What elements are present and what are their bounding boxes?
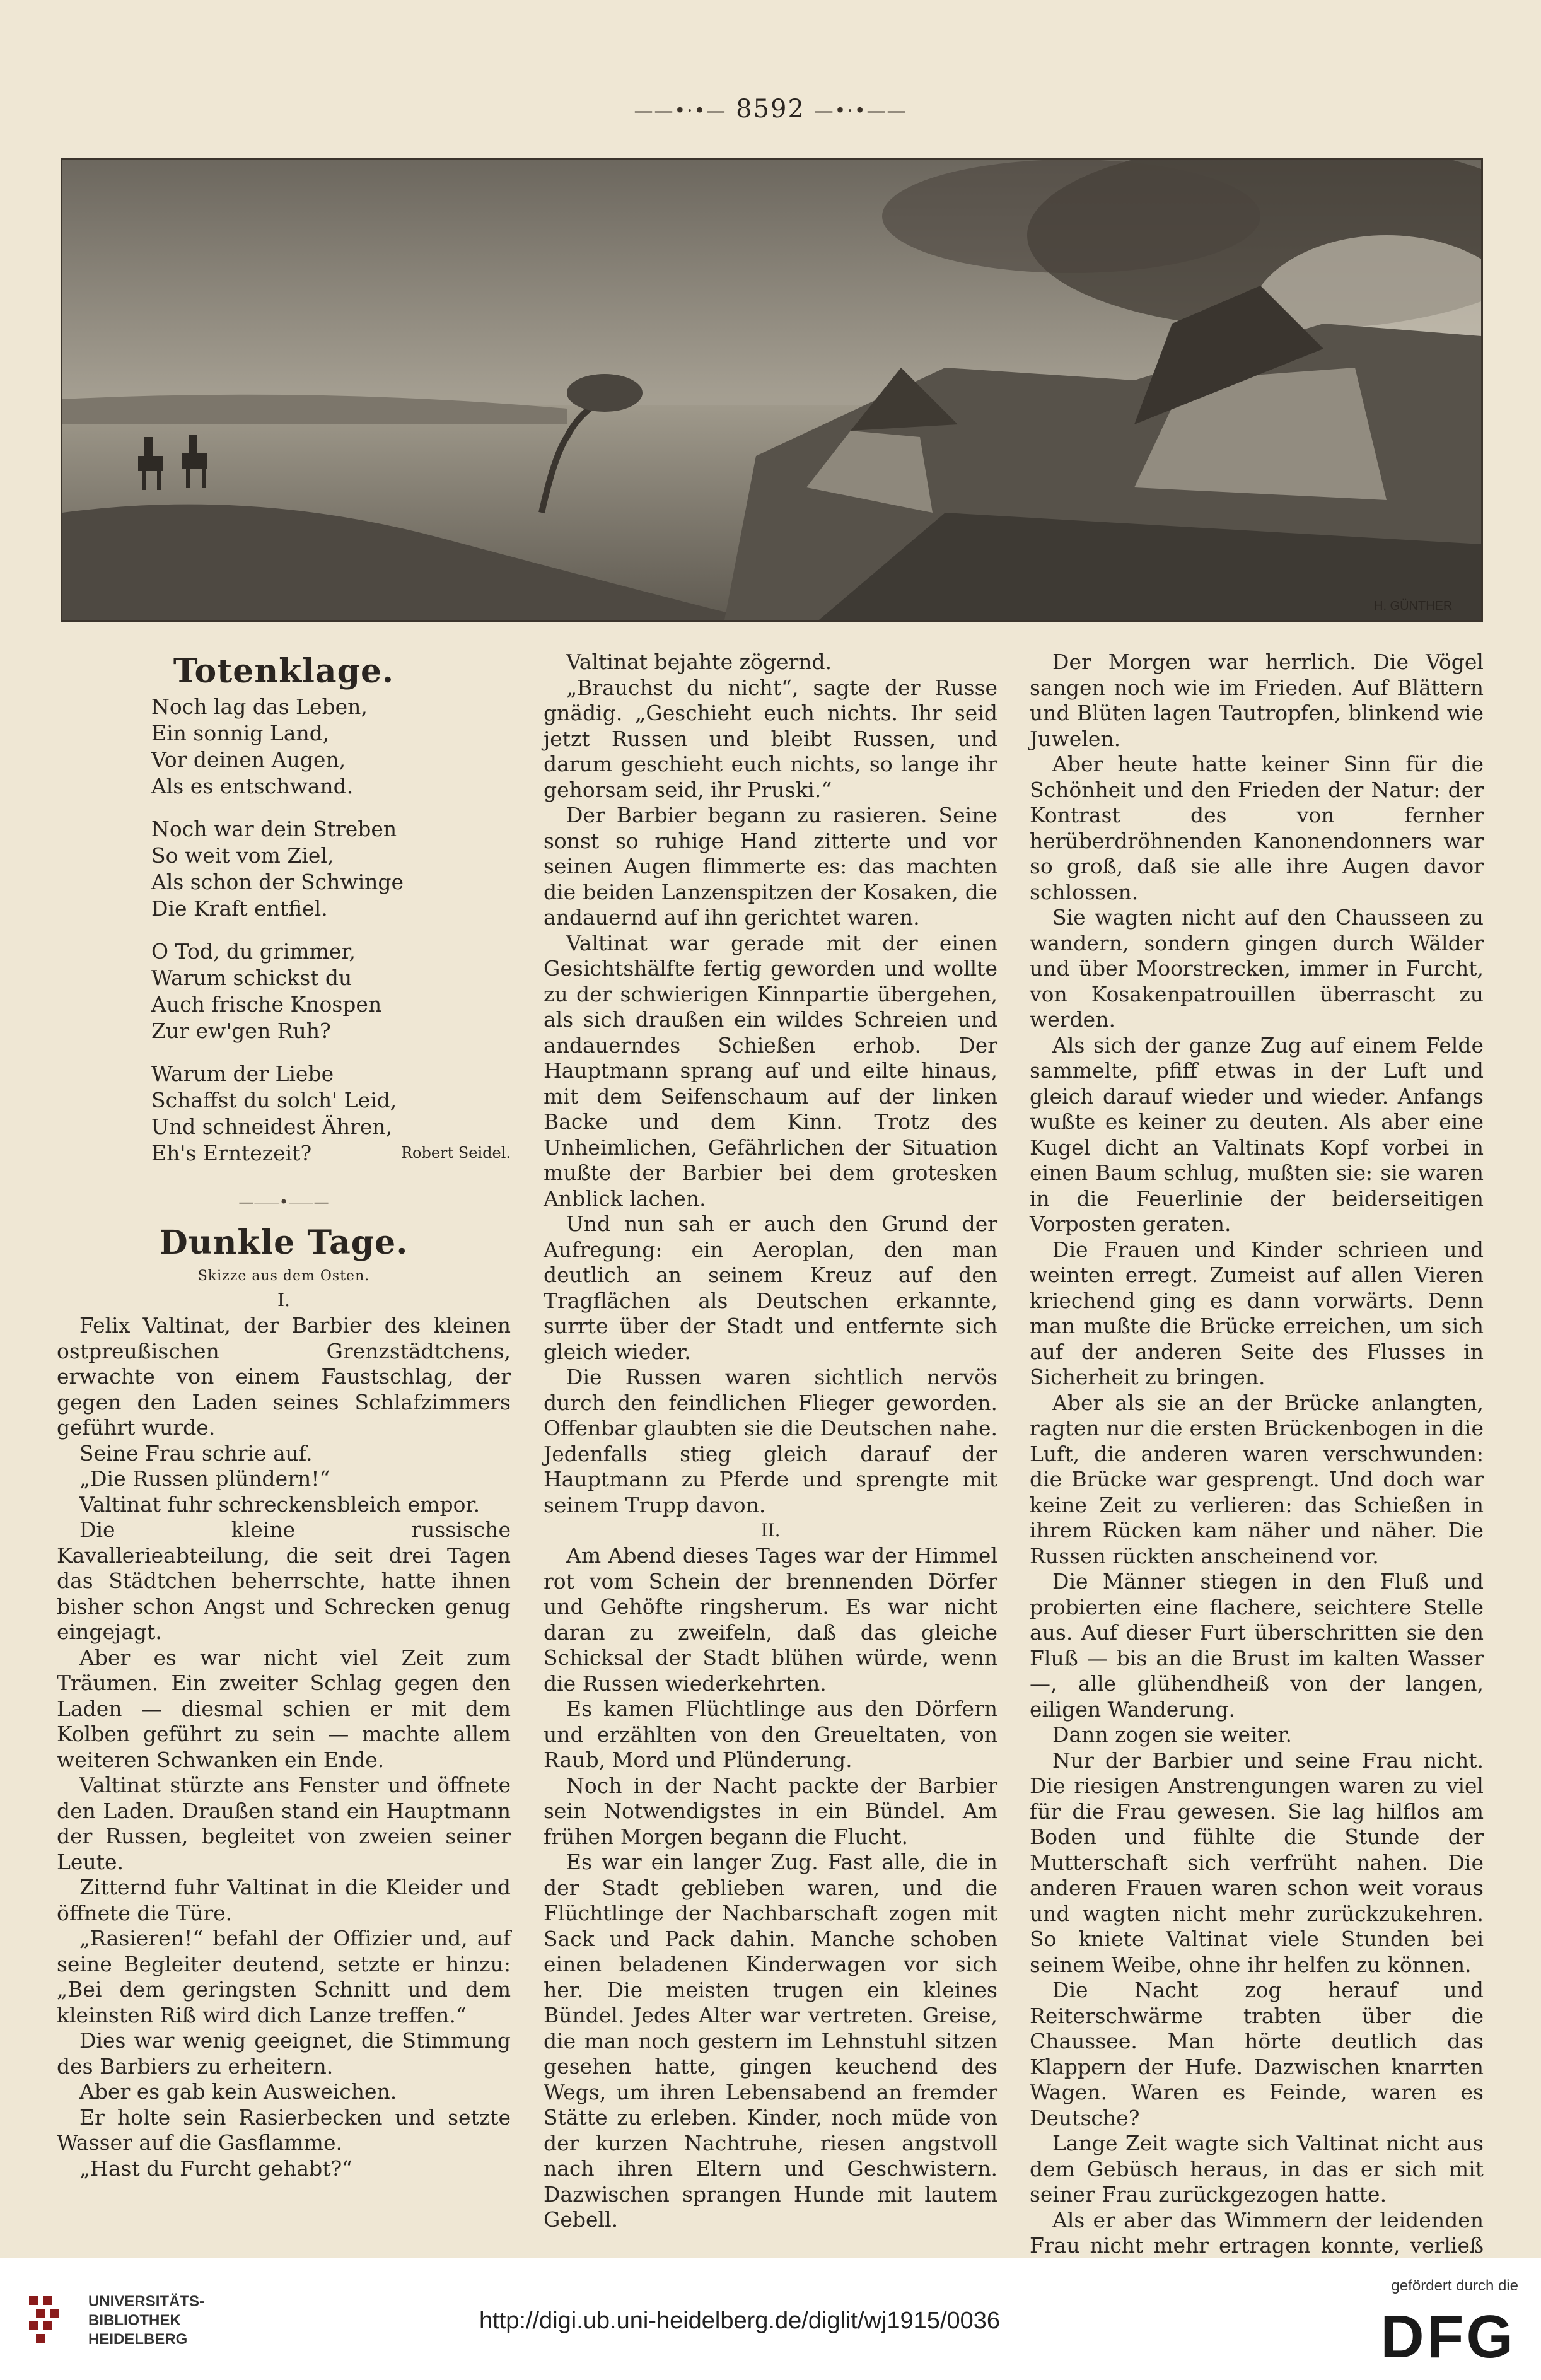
- story-paragraph: Felix Valtinat, der Barbier des kleinen ostpreußischen Grenzstädtchens, erwachte von einem Faustschlag, der gegen den Laden seines Schlafzimmers geführt wurde.: [57, 1313, 511, 1440]
- story-paragraph: Valtinat stürzte ans Fenster und öffnete den Laden. Draußen stand ein Hauptmann der Russen, begleitet von zweien seiner Leute.: [57, 1773, 511, 1874]
- story-paragraph: Valtinat war gerade mit der einen Gesichtshälfte fertig geworden und wollte zu der schwierigen Kinnpartie übergehen, als sich draußen ein wildes Schreien und andauerndes Schießen erhob. Der Hauptmann sprang auf und eilte hinaus, mit dem Seifenschaum auf der linken Backe und dem Kinn. Trotz des Unheimlichen, Gefährlichen der Situation mußte der Barbier bei dem grotesken Anblick lachen.: [544, 930, 997, 1211]
- university-library-logo-icon: [25, 2291, 82, 2348]
- poem-stanza: [151, 938, 511, 1044]
- story-paragraph: Als er aber das Wimmern der leidenden Frau nicht mehr ertragen konnte, verließ: [1030, 2207, 1484, 2258]
- story-paragraph: Und nun sah er auch den Grund der Aufregung: ein Aeroplan, den man deutlich an seinem Kreuz auf den Tragflächen als Deutschen erkannte, surrte über der Stadt und entfernte sich gleich wieder.: [544, 1211, 997, 1364]
- poem-stanza: [151, 816, 511, 922]
- story-paragraph: Seine Frau schrie auf.: [79, 1440, 313, 1466]
- poem-stanza: [151, 694, 511, 800]
- column-left: [57, 650, 511, 2181]
- story-paragraph: Aber es gab kein Ausweichen.: [79, 2079, 397, 2104]
- story-paragraph: Lange Zeit wagte sich Valtinat nicht aus dem Gebüsch heraus, in das er sich mit seiner Frau zurückgezogen hatte.: [1030, 2131, 1484, 2207]
- poem-line: Zur ew'gen Ruh?: [151, 1018, 331, 1043]
- poem-line: Als schon der Schwinge: [151, 870, 404, 894]
- illustration-burning-village: [61, 158, 1483, 622]
- story-paragraph: Der Morgen war herrlich. Die Vögel sangen noch wie im Frieden. Auf Blättern und Blüten lagen Tautropfen, blinkend wie Juwelen.: [1030, 650, 1484, 751]
- illustration-signature: H. GÜNTHER: [1374, 599, 1453, 613]
- story-part-numeral: I.: [277, 1290, 290, 1310]
- story-paragraph: Dies war wenig geeignet, die Stimmung des Barbiers zu erheitern.: [57, 2028, 511, 2079]
- poem-line: So weit vom Ziel,: [151, 843, 334, 868]
- story-paragraph: „Die Russen plündern!“: [79, 1466, 330, 1491]
- poem-line: Warum der Liebe: [151, 1061, 334, 1086]
- story-paragraph: Aber heute hatte keiner Sinn für die Schönheit und den Frieden der Natur: der Kontrast des von fernher herüberdröhnenden Kanonendonners war so groß, daß sie alle ihre Augen davor schlossen.: [1030, 752, 1484, 904]
- page-number: 8592: [736, 95, 805, 124]
- story-paragraph: „Brauchst du nicht“, sagte der Russe gnädig. „Geschieht euch nichts. Ihr seid jetzt Russen und bleibt Russen, und darum geschieht euch nichts, so lange ihr gehorsam seid, ihr Pruski.“: [544, 675, 997, 802]
- story-paragraph: Als sich der ganze Zug auf einem Felde sammelte, pfiff etwas in der Luft und gleich darauf wieder und wieder. Anfangs wußte es keiner zu deuten. Als aber eine Kugel dicht an Valtinats Kopf vorbei in einen Baum schlug, mußten sie: sie waren in die Feuerlinie der beiderseitigen Vorposten geraten.: [1030, 1032, 1484, 1236]
- story-paragraph: Es kamen Flüchtlinge aus den Dörfern und erzählten von den Greueltaten, von Raub, Mord und Plünderung.: [544, 1696, 997, 1772]
- story-paragraph: Aber es war nicht viel Zeit zum Träumen. Ein zweiter Schlag gegen den Laden — diesmal schien er mit dem Kolben geführt zu sein — machte allem weiteren Schwanken ein Ende.: [57, 1645, 511, 1772]
- institution-line: HEIDELBERG: [88, 2331, 188, 2348]
- poem-line: Schaffst du solch' Leid,: [151, 1088, 397, 1112]
- column-middle: [544, 650, 997, 2233]
- poem-line: Warum schickst du: [151, 965, 352, 990]
- permalink-url[interactable]: http://digi.ub.uni-heidelberg.de/diglit/wj1915/0036: [479, 2307, 1001, 2334]
- institution-line: UNIVERSITÄTS-: [88, 2293, 205, 2310]
- story-paragraph: Die Russen waren sichtlich nervös durch den feindlichen Flieger geworden. Offenbar glaubten sie die Deutschen nahe. Jedenfalls stieg gleich darauf der Hauptmann zu Pferde und sprengte mit seinem Trupp davon.: [544, 1365, 997, 1517]
- poem-line: Als es entschwand.: [151, 774, 354, 798]
- story-paragraph: Aber als sie an der Brücke anlangten, ragten nur die ersten Brückenbogen in die Luft, die anderen waren verschwunden: die Brücke war gesprengt. Und doch war keine Zeit zu verlieren: das Schießen in ihrem Rücken kam näher und näher. Die Russen rückten anscheinend vor.: [1030, 1390, 1484, 1568]
- poem-line: Und schneidest Ähren,: [151, 1114, 393, 1139]
- story-paragraph: Am Abend dieses Tages war der Himmel rot vom Schein der brennenden Dörfer und Gehöfte ringsherum. Es war nicht daran zu zweifeln, daß das gleiche Schicksal der Stadt blühen würde, wenn die Russen wiederkehrten.: [544, 1543, 997, 1696]
- poem-author: Robert Seidel.: [400, 1144, 511, 1162]
- poem-body: [151, 694, 511, 1167]
- poem-line: Eh's Erntezeit?: [151, 1141, 312, 1165]
- dfg-logo: DFG: [1380, 2303, 1516, 2371]
- story-paragraph: Valtinat fuhr schreckensbleich empor.: [79, 1491, 480, 1517]
- story-paragraph: „Hast du Furcht gehabt?“: [79, 2155, 353, 2181]
- story-part-numeral: II.: [760, 1520, 781, 1541]
- story-paragraph: Valtinat bejahte zögernd.: [566, 650, 832, 674]
- poem-line: Ein sonnig Land,: [151, 721, 330, 745]
- story-paragraph: Die kleine russische Kavallerieabteilung, die seit drei Tagen das Städtchen beherrschte, hatte ihnen bisher schon Angst und Schrecken genug eingejagt.: [57, 1517, 511, 1644]
- illustration-image: [62, 160, 1481, 620]
- viewer-footer: [0, 2258, 1541, 2380]
- story-paragraph: Noch in der Nacht packte der Barbier sein Notwendigstes in ein Bündel. Am frühen Morgen begann die Flucht.: [544, 1773, 997, 1849]
- story-paragraph: Er holte sein Rasierbecken und setzte Wasser auf die Gasflamme.: [57, 2104, 511, 2155]
- story-paragraph: Der Barbier begann zu rasieren. Seine sonst so ruhige Hand zitterte und vor seinen Augen flimmerte es: das machten die beiden Lanzenspitzen der Kosaken, die andauernd auf ihn gerichtet waren.: [544, 803, 997, 930]
- poem-title: Totenklage.: [173, 652, 395, 691]
- story-paragraph: Dann zogen sie weiter.: [1052, 1722, 1293, 1747]
- poem-line: Noch war dein Streben: [151, 817, 397, 841]
- story-subtitle: Skizze aus dem Osten.: [197, 1268, 370, 1284]
- poem-stanza: [151, 1061, 511, 1167]
- story-title: Dunkle Tage.: [159, 1223, 409, 1262]
- poem-line: Die Kraft entfiel.: [151, 896, 328, 921]
- story-paragraph: „Rasieren!“ befahl der Offizier und, auf seine Begleiter deutend, setzte er hinzu: „Bei dem geringsten Schnitt und dem kleinsten Riß wird dich Lanze treffen.“: [57, 1926, 511, 2027]
- institution-line: BIBLIOTHEK: [88, 2312, 181, 2329]
- poem-line: Vor deinen Augen,: [151, 747, 346, 772]
- story-paragraph: Sie wagten nicht auf den Chausseen zu wandern, sondern gingen durch Wälder und über Moorstrecken, immer in Furcht, von Kosakenpatrouillen überrascht zu werden.: [1030, 905, 1484, 1032]
- poem-line: Noch lag das Leben,: [151, 694, 368, 719]
- story-paragraph: Die Männer stiegen in den Fluß und probierten eine flachere, seichtere Stelle aus. Auf dieser Furt überschritten sie den Fluß — bis an die Brust im kalten Wasser —, alle glühendheiß von der langen, eiligen Wanderung.: [1030, 1569, 1484, 1722]
- story-paragraph: Es war ein langer Zug. Fast alle, die in der Stadt geblieben waren, und die Flüchtlinge der Nachbarschaft zogen mit Sack und Pack dahin. Manche schoben einen beladenen Kinderwagen vor sich her. Die meisten trugen ein kleines Bündel. Jedes Alter war vertreten. Greise, die man noch gestern im Lehnstuhl sitzen gesehen hatte, gingen keuchend des Wegs, um ihren Lebensabend an fremder Stätte zu erleben. Kinder, noch müde von der kurzen Nachtruhe, riesen angstvoll nach ihren Eltern und Geschwistern. Dazwischen sprangen Hunde mit lautem Gebell.: [544, 1850, 997, 2232]
- story-paragraph: Zitternd fuhr Valtinat in die Kleider und öffnete die Türe.: [57, 1875, 511, 1925]
- story-paragraph: Nur der Barbier und seine Frau nicht. Die riesigen Anstrengungen waren zu viel für die Frau gewesen. Sie lag hilflos am Boden und fühlte die Stunde der Mutterschaft sich verfrüht nahen. Die anderen Frauen waren schon weit voraus und wagten nicht mehr zurückzukehren. So kniete Valtinat viele Stunden bei seinem Weibe, ohne ihr helfen zu können.: [1030, 1747, 1484, 1977]
- institution-name: [88, 2292, 204, 2349]
- header-ornament-right: —•·•——: [814, 100, 907, 122]
- section-divider: —⸺•⸺—: [238, 1193, 329, 1211]
- column-right: [1030, 650, 1484, 2309]
- header-ornament-left: ——•·•—: [634, 100, 727, 122]
- funding-note: gefördert durch die: [1391, 2277, 1518, 2294]
- story-paragraph: Die Frauen und Kinder schrieen und weinten erregt. Zumeist auf allen Vieren kriechend ging es dann vorwärts. Denn man mußte die Brücke erreichen, um sich auf der anderen Seite des Flusses in Sicherheit zu bringen.: [1030, 1237, 1484, 1389]
- page-header: [0, 95, 1541, 124]
- poem-line: Auch frische Knospen: [151, 992, 382, 1017]
- story-paragraph: Die Nacht zog herauf und Reiterschwärme trabten über die Chaussee. Man hörte deutlich das Klappern der Hufe. Dazwischen knarrten Wagen. Waren es Feinde, waren es Deutsche?: [1030, 1978, 1484, 2130]
- poem-line: O Tod, du grimmer,: [151, 939, 356, 964]
